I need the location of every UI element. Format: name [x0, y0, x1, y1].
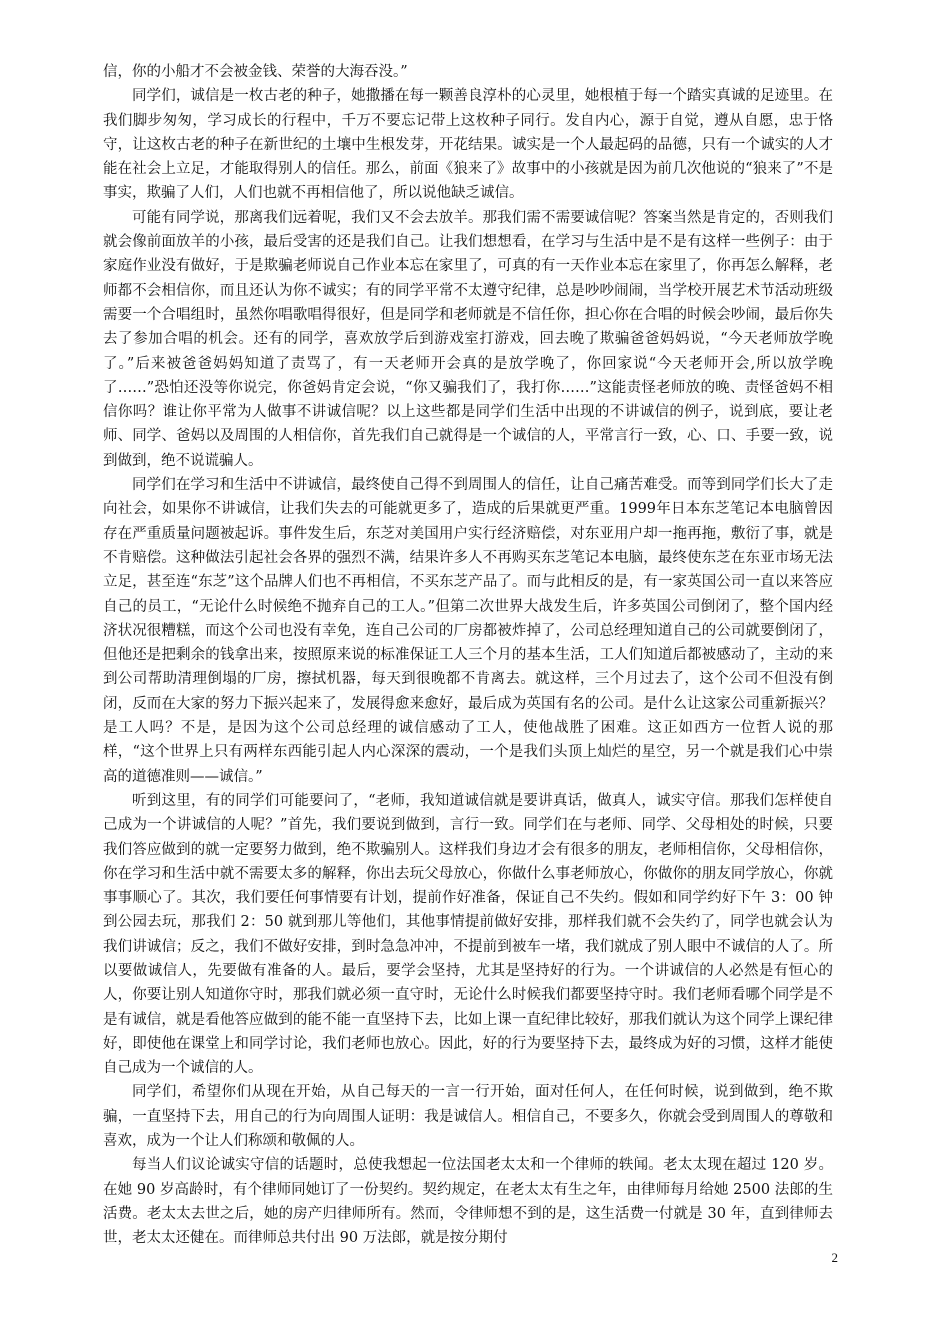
- paragraph: 同学们，希望你们从现在开始，从自己每天的一言一行开始，面对任何人，在任何时候，说到做到，绝不欺骗，一直坚持下去，用自己的行为向周围人证明：我是诚信人。相信自己，不要多久，你就会受到周围人的尊敬和喜欢，成为一个让人们称颂和敬佩的人。: [103, 1084, 833, 1150]
- paragraph: 同学们在学习和生活中不讲诚信，最终使自己得不到周围人的信任，让自己痛苦难受。而等到同学们长大了走向社会，如果你不讲诚信，让我们失去的可能就更多了，造成的后果就更严重。1999年日本东芝笔记本电脑曾因存在严重质量问题被起诉。事件发生后，东芝对美国用户实行经济赔偿，对东亚用户却一拖再拖，敷衍了事，就是不肯赔偿。这种做法引起社会各界的强烈不满，结果许多人不再购买东芝笔记本电脑，最终使东芝在东亚市场无法立足，甚至连“东芝”这个品牌人们也不再相信，不买东芝产品了。而与此相反的是，有一家英国公司一直以来答应自己的员工，“无论什么时候绝不抛弃自己的工人。”但第二次世界大战发生后，许多英国公司倒闭了，整个国内经济状况很糟糕，而这个公司也没有幸免，连自己公司的厂房都被炸掉了，公司总经理知道自己的公司就要倒闭了，但他还是把剩余的钱拿出来，按照原来说的标准保证工人三个月的基本生活，工人们知道后都被感动了，主动的来到公司帮助清理倒塌的厂房，擦拭机器，每天到很晚都不肯离去。就这样，三个月过去了，这个公司不但没有倒闭，反而在大家的努力下振兴起来了，发展得愈来愈好，最后成为英国有名的公司。是什么让这家公司重新振兴？是工人吗？不是，是因为这个公司总经理的诚信感动了工人，使他战胜了困难。这正如西方一位哲人说的那样，“这个世界上只有两样东西能引起人内心深深的震动，一个是我们头顶上灿烂的星空，另一个就是我们心中崇高的道德准则——诚信。”: [103, 477, 833, 785]
- paragraph: 可能有同学说，那离我们远着呢，我们又不会去放羊。那我们需不需要诚信呢？答案当然是肯定的，否则我们就会像前面放羊的小孩，最后受害的还是我们自己。让我们想想看，在学习与生活中是不是有这样一些例子：由于家庭作业没有做好，于是欺骗老师说自己作业本忘在家里了，可真的有一天作业本忘在家里了，你再怎么解释，老师都不会相信你，而且还认为你不诚实；有的同学平常不太遵守纪律，总是吵吵闹闹，当学校开展艺术节活动班级需要一个合唱组时，虽然你唱歌唱得很好，但是同学和老师就是不信任你，担心你在合唱的时候会吵闹，最后你失去了参加合唱的机会。还有的同学，喜欢放学后到游戏室打游戏，回去晚了欺骗爸爸妈妈说，“今天老师放学晚了。”后来被爸爸妈妈知道了责骂了，有一天老师开会真的是放学晚了，你回家说“今天老师开会,所以放学晚了……”恐怕还没等你说完，你爸妈肯定会说，“你又骗我们了，我打你……”这能责怪老师放的晚、责怪爸妈不相信你吗？谁让你平常为人做事不讲诚信呢？以上这些都是同学们生活中出现的不讲诚信的例子，说到底，要让老师、同学、爸妈以及周围的人相信你，首先我们自己就得是一个诚信的人，平常言行一致，心、口、手要一致，说到做到，绝不说谎骗人。: [103, 209, 833, 469]
- paragraph: 同学们，诚信是一枚古老的种子，她撒播在每一颗善良淳朴的心灵里，她根植于每一个踏实真诚的足迹里。在我们脚步匆匆，学习成长的行程中，千万不要忘记带上这枚种子同行。发自内心，源于自觉，遵从自愿，忠于恪守，让这枚古老的种子在新世纪的土壤中生根发芽，开花结果。诚实是一个人最起码的品德，只有一个诚实的人才能在社会上立足，才能取得别人的信任。那么，前面《狼来了》故事中的小孩就是因为前几次他说的“狼来了”不是事实，欺骗了人们，人们也就不再相信他了，所以说他缺乏诚信。: [103, 88, 833, 202]
- paragraph-continued: 信，你的小船才不会被金钱、荣誉的大海吞没。”: [103, 64, 408, 80]
- page-number: 2: [831, 1250, 838, 1265]
- paragraph: 听到这里，有的同学们可能要问了，“老师，我知道诚信就是要讲真话，做真人，诚实守信。那我们怎样使自己成为一个讲诚信的人呢？”首先，我们要说到做到，言行一致。同学们在与老师、同学、父母相处的时候，只要我们答应做到的就一定要努力做到，绝不欺骗别人。这样我们身边才会有很多的朋友，老师相信你，父母相信你，你在学习和生活中就不需要太多的解释，你出去玩父母放心，你做什么事老师放心，你做你的朋友同学放心，你就事事顺心了。其次，我们要任何事情要有计划，提前作好准备，保证自己不失约。假如和同学约好下午 3：00 钟到公园去玩，那我们 2：50 就到那儿等他们，其他事情提前做好安排，那样我们就不会失约了，同学也就会认为我们讲诚信；反之，我们不做好安排，到时急急冲冲，不提前到被车一堵，我们就成了别人眼中不诚信的人了。所以要做诚信人，先要做有准备的人。最后，要学会坚持，尤其是坚持好的行为。一个讲诚信的人必然是有恒心的人，你要让别人知道你守时，那我们就必须一直守时，无论什么时候我们都要坚持守时。我们老师看哪个同学是不是有诚信，就是看他答应做到的能不能一直坚持下去，比如上课一直纪律比较好，那我们就认为这个同学上课纪律好，即使他在课堂上和同学讨论，我们老师也放心。因此，好的行为要坚持下去，最终成为好的习惯，这样才能使自己成为一个诚信的人。: [103, 792, 833, 1077]
- paragraph: 每当人们议论诚实守信的话题时，总使我想起一位法国老太太和一个律师的轶闻。老太太现在超过 120 岁。在她 90 岁高龄时，有个律师同她订了一份契约。契约规定，在老太太有生之年，由律师每月给她 2500 法郎的生活费。老太太去世之后，她的房产归律师所有。然而，令律师想不到的是，这生活费一付就是 30 年，直到律师去世，老太太还健在。而律师总共付出 90 万法郎，就是按分期付: [103, 1157, 833, 1247]
- document-body: [103, 60, 833, 1251]
